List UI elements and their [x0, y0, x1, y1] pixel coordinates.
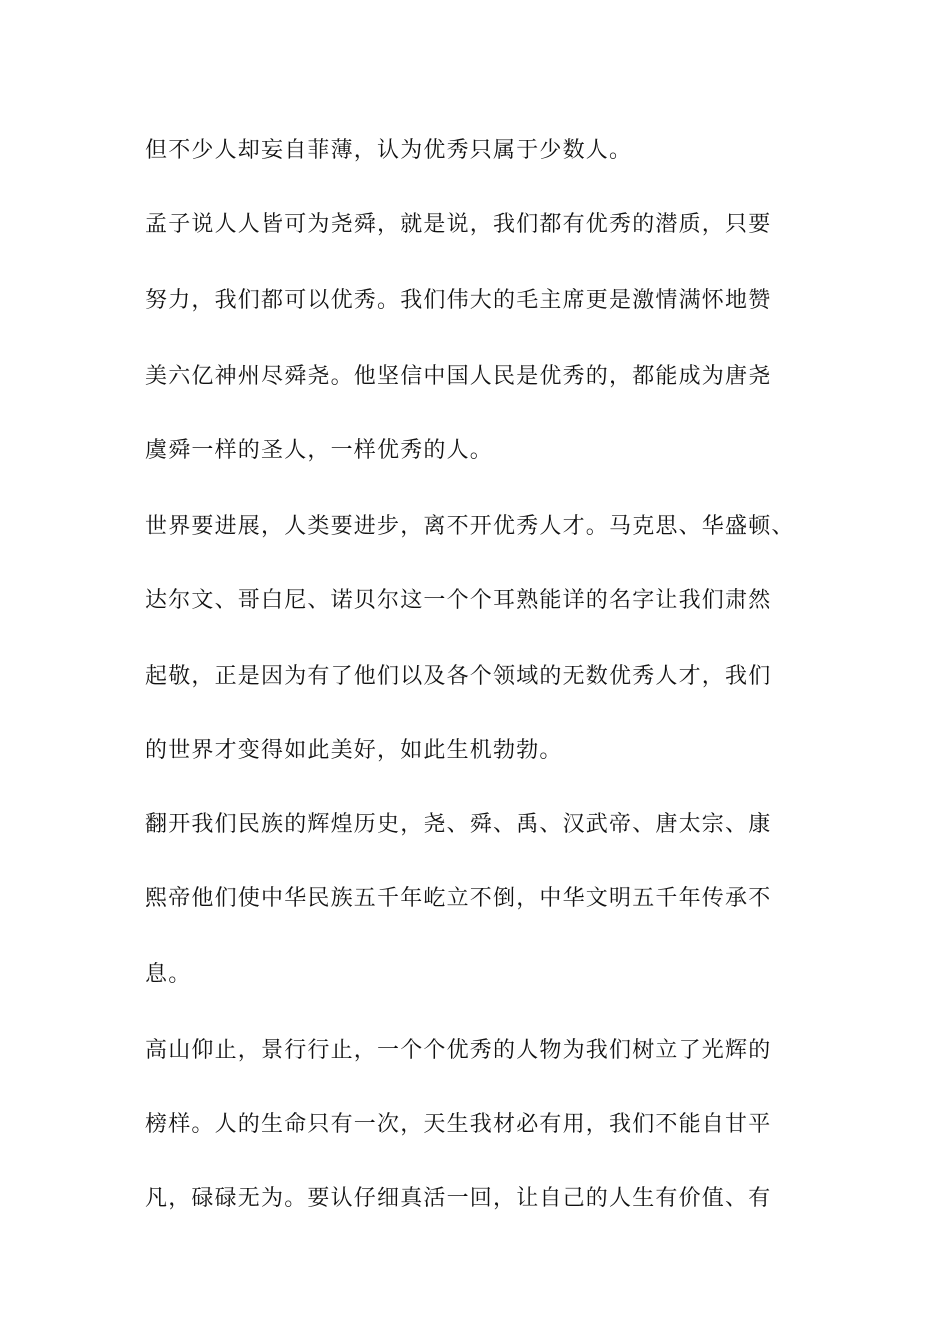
text-line: 凡，碌碌无为。要认仔细真活一回，让自己的人生有价值、有: [145, 1186, 772, 1211]
text-line: 榜样。人的生命只有一次，天生我材必有用，我们不能自甘平: [145, 1112, 772, 1137]
text-line: 孟子说人人皆可为尧舜，就是说，我们都有优秀的潜质，只要: [145, 212, 772, 237]
text-line: 达尔文、哥白尼、诺贝尔这一个个耳熟能详的名字让我们肃然: [145, 588, 772, 613]
text-line: 努力，我们都可以优秀。我们伟大的毛主席更是激情满怀地赞: [145, 288, 772, 313]
text-line: 虞舜一样的圣人，一样优秀的人。: [145, 438, 494, 463]
text-line: 起敬，正是因为有了他们以及各个领域的无数优秀人才，我们: [145, 664, 772, 689]
text-line: 息。: [145, 962, 192, 987]
text-line: 但不少人却妄自菲薄，认为优秀只属于少数人。: [145, 138, 633, 163]
text-line: 熙帝他们使中华民族五千年屹立不倒，中华文明五千年传承不: [145, 886, 772, 911]
text-line: 高山仰止，景行行止，一个个优秀的人物为我们树立了光辉的: [145, 1038, 772, 1063]
text-line: 翻开我们民族的辉煌历史，尧、舜、禹、汉武帝、唐太宗、康: [145, 812, 772, 837]
text-line: 美六亿神州尽舜尧。他坚信中国人民是优秀的，都能成为唐尧: [145, 364, 772, 389]
text-line: 世界要进展，人类要进步，离不开优秀人才。马克思、华盛顿、: [145, 514, 795, 539]
text-line: 的世界才变得如此美好，如此生机勃勃。: [145, 738, 563, 763]
